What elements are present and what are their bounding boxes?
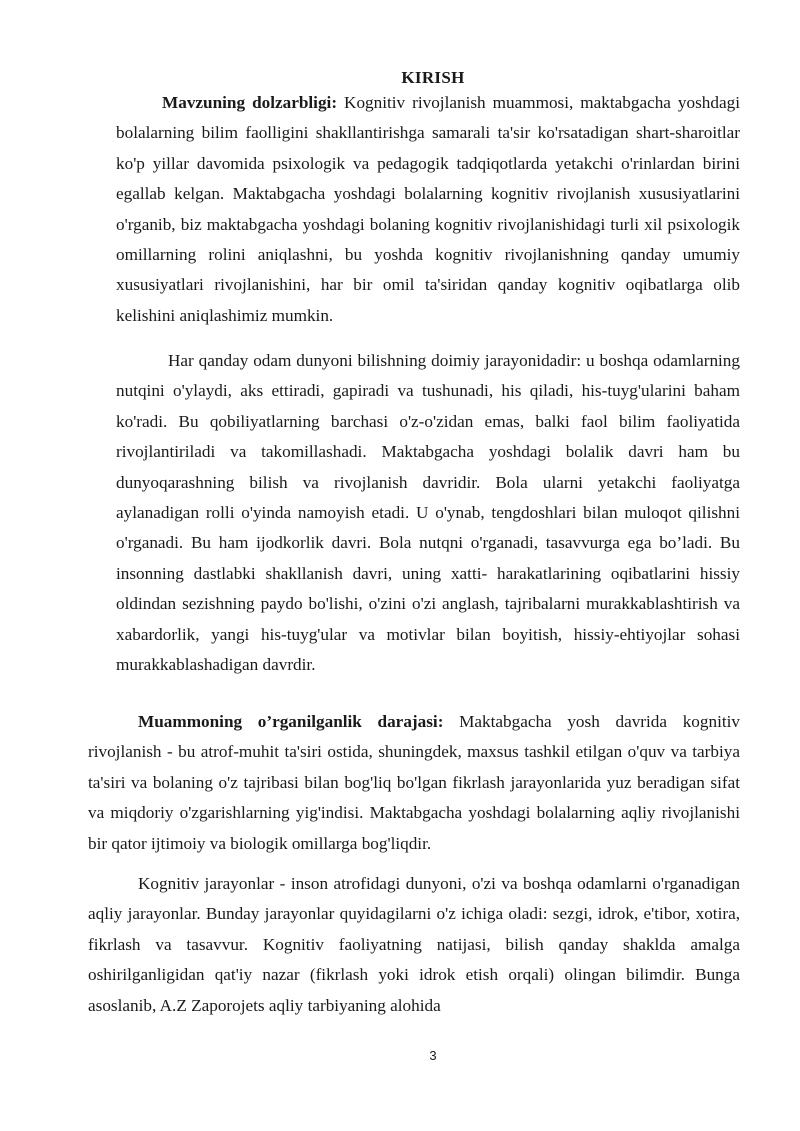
paragraph-cognition: [116, 346, 740, 680]
paragraph-text: Kognitiv jarayonlar - inson atrofidagi dunyoni, o'zi va boshqa odamlarni o'rganadigan aqliy jarayonlar. Bunday jarayonlar quyidagilarni o'z ichiga oladi: sezgi, idrok, e'tibor, xotira, fikrlash va tasavvur. Kognitiv faoliyatning natijasi, bilish qanday shaklda amalga oshirilganligidan qat'iy nazar (fikrlash yoki idrok etish orqali) olingan bilimdir. Bunga asoslanib, A.Z Zaporojets aqliy tarbiyaning alohida: [88, 874, 740, 1015]
paragraph-heading: Muammoning o’rganilganlik darajasi:: [138, 712, 444, 731]
paragraph-text: Maktabgacha yosh davrida kognitiv rivojlanish - bu atrof-muhit ta'siri ostida, shuningdek, maxsus tashkil etilgan o'quv va tarbiya ta'siri va bolaning o'z tajribasi bilan bog'liq bo'lgan fikrlash jarayonlarida yuz beradigan sifat va miqdoriy o'zgarishlarning yig'indisi. Maktabgacha yoshdagi bolalarning aqliy rivojlanishi bir qator ijtimoiy va biologik omillarga bog'liqdir.: [88, 712, 740, 853]
paragraph-text: Kognitiv rivojlanish muammosi, maktabgacha yoshdagi bolalarning bilim faolligini shakllantirishga samarali ta'sir ko'rsatadigan shart-sharoitlar ko'p yillar davomida psixologik va pedagogik tadqiqotlarda yetakchi o'rinlardan birini egallab kelgan. Maktabgacha yoshdagi bolalarning kognitiv rivojlanish xususiyatlarini o'rganib, biz maktabgacha yoshdagi bolaning kognitiv rivojlanishidagi turli xil psixologik omillarning rolini aniqlashni, bu yoshda kognitiv rivojlanishning qanday umumiy xususiyatlari rivojlanishini, har bir omil ta'siridan qanday kognitiv oqibatlarga olib kelishini aniqlashimiz mumkin.: [116, 93, 740, 325]
paragraph-text: Har qanday odam dunyoni bilishning doimiy jarayonidadir: u boshqa odamlarning nutqini o'ylaydi, aks ettiradi, gapiradi va tushunadi, his qiladi, his-tuyg'ularini baham ko'radi. Bu qobiliyatlarning barchasi o'z-o'zidan emas, balki faol bilim faoliyatida rivojlantiriladi va takomillashadi. Maktabgacha yoshdagi bolalik davri ham bu dunyoqarashning bilish va rivojlanish davridir. Bola ularni yetakchi faoliyatga aylanadigan rolli o'yinda namoyish etadi. U o'ynab, tengdoshlari bilan muloqot qilishni o'rganadi. Bu ham ijodkorlik davri. Bola nutqni o'rganadi, tasavvurga ega bo’ladi. Bu insonning dastlabki shakllanish davri, uning xatti- harakatlarining oqibatlarini hissiy oldindan sezishning paydo bo'lishi, o'zini o'zi anglash, tajribalarni murakkablashtirish va xabardorlik, yangi his-tuyg'ular va motivlar bilan boyitish, hissiy-ehtiyojlar sohasi murakkablashadigan davrdir.: [116, 351, 740, 675]
paragraph-heading: Mavzuning dolzarbligi:: [162, 93, 338, 112]
page-number: 3: [429, 1048, 437, 1063]
paragraph-cognitive-processes: [88, 869, 740, 1021]
paragraph-relevance: [116, 88, 740, 331]
paragraph-study-level: [88, 707, 740, 859]
document-title: KIRISH: [401, 68, 465, 87]
